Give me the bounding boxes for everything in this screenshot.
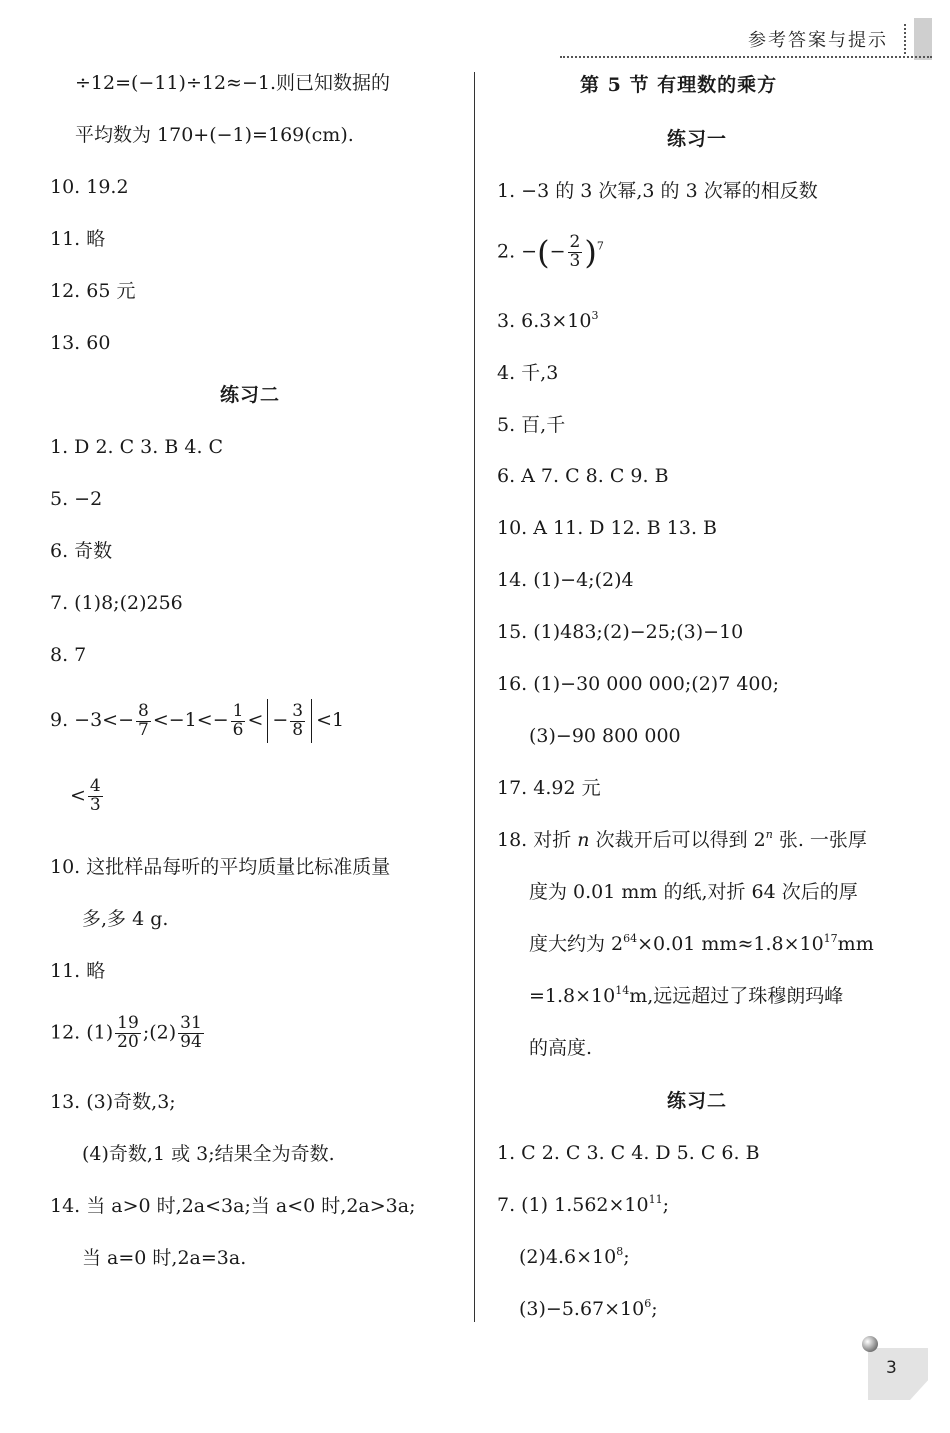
text: m,远远超过了珠穆朗玛峰: [629, 985, 844, 1007]
exponent: 14: [615, 984, 630, 997]
answer-8: 8. 7: [50, 644, 87, 666]
answer-s7-line2: [519, 1245, 630, 1268]
fraction: [290, 700, 305, 740]
section-heading: 练习二: [220, 384, 281, 406]
exponent: n: [765, 828, 773, 841]
text: mm: [837, 933, 874, 955]
absolute-value-bar: [267, 699, 268, 743]
answer-r1: 1. −3 的 3 次幂,3 的 3 次幂的相反数: [497, 180, 818, 202]
fraction: [231, 700, 246, 740]
page-number-badge: [862, 1336, 932, 1406]
exponent: 64: [623, 932, 638, 945]
answer-12: 12. 65 元: [50, 280, 136, 302]
text: (2)4.6×10: [519, 1246, 617, 1268]
answer-6: 6. 奇数: [50, 540, 113, 562]
answer-r10-13: 10. A 11. D 12. B 13. B: [497, 517, 718, 539]
minus-sign: −: [549, 240, 566, 263]
denominator: 8: [292, 719, 304, 740]
answer-9-line1: [50, 699, 344, 743]
answer-r6-9: 6. A 7. C 8. C 9. B: [497, 465, 669, 487]
exponent: 11: [648, 1193, 663, 1206]
text: 3. 6.3×10: [497, 310, 592, 332]
numerator: 4: [89, 776, 101, 796]
answer-10b-line2: 多,多 4 g.: [82, 908, 169, 930]
text: 18. 对折: [497, 829, 578, 851]
text: 次裁开后可以得到 2: [589, 829, 766, 851]
fraction: [178, 1015, 204, 1052]
header-dotted-rule: [560, 56, 932, 58]
answer-7: 7. (1)8;(2)256: [50, 592, 183, 614]
answer-r17: 17. 4.92 元: [497, 777, 601, 799]
decorative-ball-icon: [862, 1336, 878, 1352]
page-number: 3: [886, 1358, 897, 1378]
right-paren: ): [584, 233, 597, 272]
text: ;(2): [142, 1021, 177, 1044]
exponent: 17: [823, 932, 838, 945]
answer-r3: [497, 309, 599, 332]
exponent: 7: [596, 239, 604, 253]
text: ×0.01 mm≈1.8×10: [637, 933, 824, 955]
text: 张. 一张厚: [772, 829, 867, 851]
numerator: 8: [138, 700, 149, 721]
answer-r18-line1: [497, 828, 867, 851]
column-divider: [474, 72, 475, 1322]
answer-11b: 11. 略: [50, 960, 106, 982]
variable: n: [577, 829, 590, 851]
answer-r16-line1: 16. (1)−30 000 000;(2)7 400;: [497, 673, 779, 695]
denominator: 94: [180, 1031, 202, 1052]
text: <−1<−: [152, 709, 229, 731]
answer-10b-line1: 10. 这批样品每听的平均质量比标准质量: [50, 856, 391, 878]
exercise-heading-2: 练习二: [667, 1090, 728, 1112]
answer-r16-line2: (3)−90 800 000: [529, 725, 681, 747]
text: ;: [623, 1246, 630, 1268]
numerator: 3: [292, 700, 304, 721]
header-tab: [914, 18, 932, 60]
numerator: 1: [232, 700, 244, 721]
fraction: [136, 700, 151, 740]
left-paren: (: [537, 233, 550, 272]
answer-5: 5. −2: [50, 488, 103, 510]
text: ;: [662, 1194, 670, 1216]
answer-r18-line5: 的高度.: [529, 1037, 593, 1059]
denominator: 20: [117, 1031, 139, 1052]
section-title: 第 5 节 有理数的乘方: [580, 74, 778, 96]
denominator: 3: [89, 794, 101, 815]
answer-10: 10. 19.2: [50, 176, 129, 198]
answer-s7-line3: [519, 1297, 658, 1320]
numerator: 19: [117, 1013, 139, 1033]
answer-r18-line2: 度为 0.01 mm 的纸,对折 64 次后的厚: [529, 881, 858, 903]
header-dotted-marker: [904, 24, 906, 54]
exponent: 6: [644, 1297, 652, 1310]
absolute-value-bar: [311, 699, 312, 743]
denominator: 7: [138, 719, 149, 740]
numerator: 2: [569, 232, 581, 252]
text: 度大约为 2: [529, 933, 624, 955]
fraction: [568, 234, 583, 271]
answer-13: 13. 60: [50, 332, 111, 354]
text: ;: [651, 1298, 658, 1320]
answer-s7-line1: [497, 1193, 670, 1216]
header-title: 参考答案与提示: [748, 30, 888, 51]
fraction: [88, 778, 103, 815]
text: (3)−5.67×10: [519, 1298, 645, 1320]
text: −: [272, 709, 289, 731]
numerator: 31: [180, 1013, 202, 1033]
text-line: ÷12=(−11)÷12≈−1.则已知数据的: [75, 72, 391, 94]
text-line: 平均数为 170+(−1)=169(cm).: [75, 124, 354, 146]
text: <: [70, 784, 86, 807]
text: <: [247, 709, 264, 731]
answer-r14: 14. (1)−4;(2)4: [497, 569, 634, 591]
answer-r15: 15. (1)483;(2)−25;(3)−10: [497, 621, 744, 643]
page-number-tab: [868, 1348, 928, 1400]
denominator: 3: [569, 250, 581, 271]
text: =1.8×10: [529, 985, 616, 1007]
answer-14-line1: 14. 当 a>0 时,2a<3a;当 a<0 时,2a>3a;: [50, 1195, 416, 1217]
answer-r2: [497, 234, 604, 271]
answer-s1-6: 1. C 2. C 3. C 4. D 5. C 6. B: [497, 1142, 760, 1164]
answer-r18-line4: [529, 984, 844, 1007]
answer-r18-line3: [529, 932, 874, 955]
text: 12. (1): [50, 1021, 114, 1044]
fraction: [115, 1015, 141, 1052]
page-header: [560, 18, 932, 60]
text: 7. (1) 1.562×10: [497, 1194, 649, 1216]
exponent: 3: [591, 309, 599, 322]
exponent: 8: [616, 1245, 624, 1258]
answer-r5: 5. 百,千: [497, 414, 566, 436]
answer-14-line2: 当 a=0 时,2a=3a.: [82, 1247, 247, 1269]
answer-11: 11. 略: [50, 228, 106, 250]
denominator: 6: [232, 719, 244, 740]
answer-13b-line1: 13. (3)奇数,3;: [50, 1091, 176, 1113]
answer-1-4: 1. D 2. C 3. B 4. C: [50, 436, 224, 458]
text: <1: [316, 709, 345, 731]
answer-r4: 4. 千,3: [497, 362, 559, 384]
exercise-heading-1: 练习一: [667, 128, 728, 150]
answer-12b: [50, 1015, 206, 1052]
answer-9-line2: [70, 778, 105, 815]
text: 2. −: [497, 240, 538, 263]
answer-13b-line2: (4)奇数,1 或 3;结果全为奇数.: [82, 1143, 335, 1165]
text: 9. −3<−: [50, 709, 135, 731]
